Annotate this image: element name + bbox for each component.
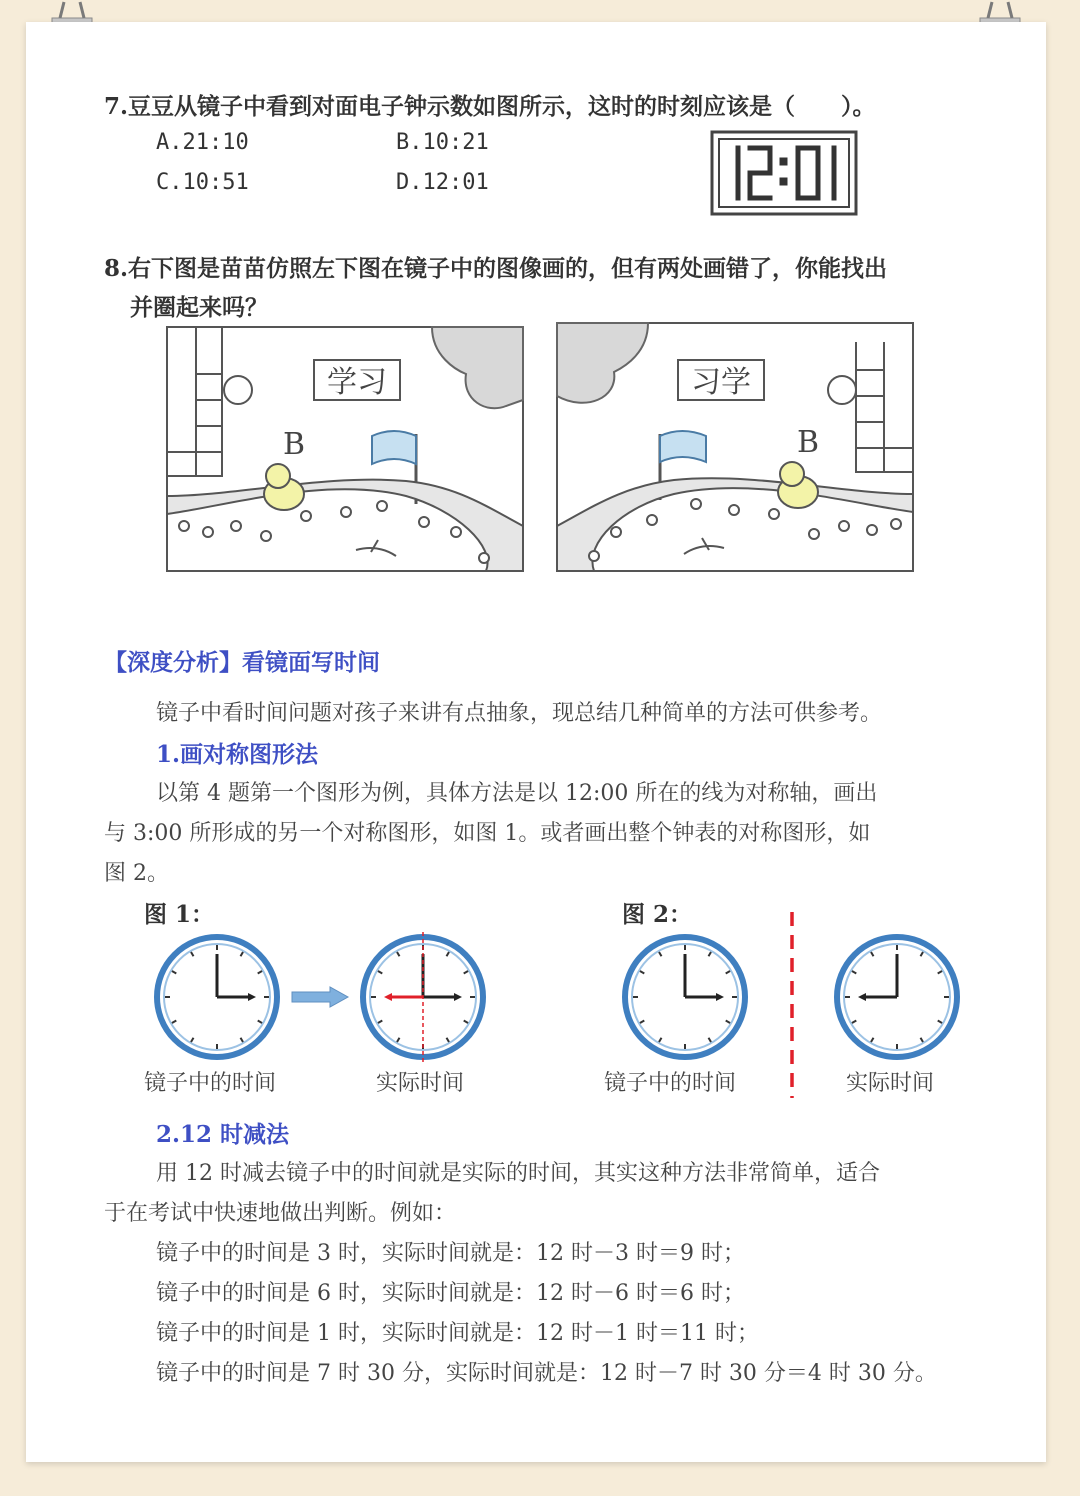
example-4: 镜子中的时间是 7 时 30 分，实际时间就是：12 时－7 时 30 分＝4 时 30 分。 (156, 1361, 937, 1386)
method2-title: 2.12 时减法 (156, 1121, 290, 1148)
example-1: 镜子中的时间是 3 时，实际时间就是：12 时－3 时＝9 时； (156, 1241, 745, 1266)
question-8-line2: 并圈起来吗？ (130, 294, 268, 321)
caption-actual-time-2: 实际时间 (846, 1071, 935, 1096)
clock-mirror-time-fig2 (618, 930, 752, 1064)
caption-mirror-time-1: 镜子中的时间 (144, 1071, 277, 1096)
method1-title: 1.画对称图形法 (156, 741, 319, 768)
clock-mirror-time-fig1 (150, 930, 284, 1064)
mirrored-digital-clock-icon (710, 130, 858, 216)
method2-line2: 于在考试中快速地做出判断。例如： (104, 1201, 457, 1226)
option-b: B.10:21 (396, 130, 489, 155)
clock-actual-time-fig2 (830, 930, 964, 1064)
question-7-text: 7.豆豆从镜子中看到对面电子钟示数如图所示，这时的时刻应该是（ ）。 (104, 93, 876, 120)
original-picture (166, 326, 524, 572)
example-2: 镜子中的时间是 6 时，实际时间就是：12 时－6 时＝6 时； (156, 1281, 745, 1306)
mirror-line (782, 912, 802, 1098)
method1-line3: 图 2。 (104, 861, 169, 886)
right-letter-b: B (796, 425, 820, 460)
analysis-heading: 【深度分析】看镜面写时间 (104, 649, 380, 676)
right-sign-text: 习学 (691, 365, 751, 400)
option-d: D.12:01 (396, 170, 489, 195)
left-letter-b: B (282, 427, 306, 462)
caption-mirror-time-2: 镜子中的时间 (604, 1071, 737, 1096)
method2-line1: 用 12 时减去镜子中的时间就是实际的时间，其实这种方法非常简单，适合 (156, 1161, 880, 1186)
figure-2-label: 图 2： (622, 901, 693, 928)
question-8-line1: 8.右下图是苗苗仿照左下图在镜子中的图像画的，但有两处画错了，你能找出 (104, 255, 888, 282)
option-c: C.10:51 (156, 170, 249, 195)
caption-actual-time-1: 实际时间 (376, 1071, 465, 1096)
figure-1-label: 图 1： (144, 901, 215, 928)
analysis-intro: 镜子中看时间问题对孩子来讲有点抽象，现总结几种简单的方法可供参考。 (156, 701, 883, 726)
method1-line2: 与 3:00 所形成的另一个对称图形，如图 1。或者画出整个钟表的对称图形，如 (104, 821, 871, 846)
option-a: A.21:10 (156, 130, 249, 155)
example-3: 镜子中的时间是 1 时，实际时间就是：12 时－1 时＝11 时； (156, 1321, 759, 1346)
left-sign-text: 学习 (327, 365, 387, 400)
mirrored-picture (556, 322, 914, 572)
method1-line1: 以第 4 题第一个图形为例，具体方法是以 12:00 所在的线为对称轴，画出 (156, 781, 878, 806)
clock-actual-time-fig1 (356, 930, 490, 1064)
arrow-right-icon (290, 986, 350, 1008)
